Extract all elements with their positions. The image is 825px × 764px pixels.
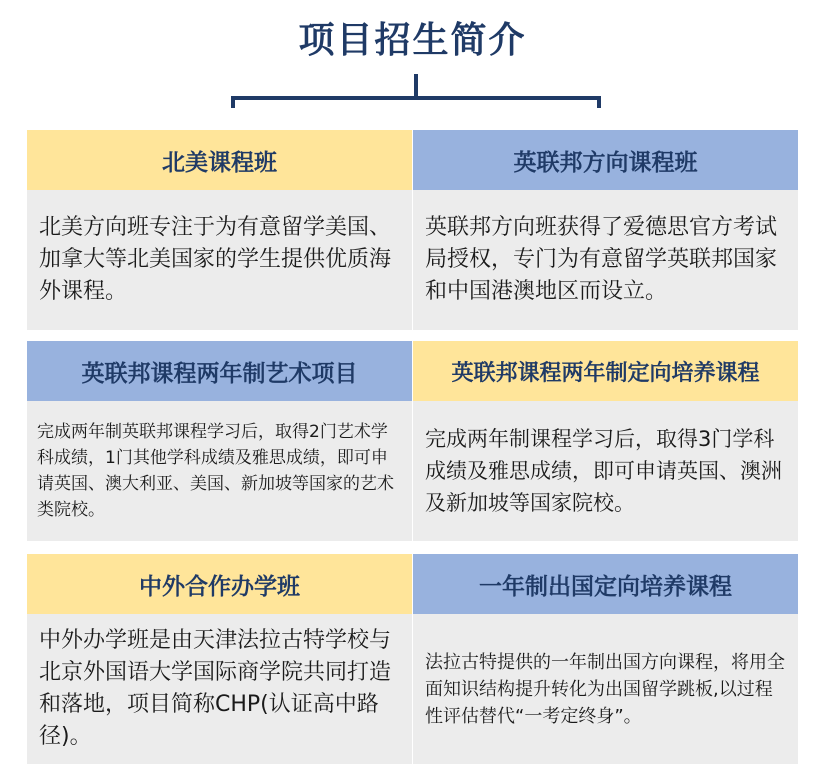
card-body — [27, 401, 412, 541]
card-heading: 英联邦课程两年制定向培养课程 — [413, 341, 798, 401]
card-heading: 英联邦方向课程班 — [413, 130, 798, 190]
card-body-text: 完成两年制英联邦课程学习后，取得2门艺术学科成绩，1门其他学科成绩及雅思成绩，即可申请英国、澳大利亚、美国、新加坡等国家的艺术类院校。 — [37, 422, 394, 520]
card-body-text: 中外办学班是由天津法拉古特学校与北京外国语大学国际商学院共同打造和落地，项目简称CHP(认证高中路径)。 — [39, 628, 392, 749]
card-body-text: 英联邦方向班获得了爱德思官方考试局授权，专门为有意留学英联邦国家和中国港澳地区而设立。 — [425, 215, 778, 304]
card-heading: 英联邦课程两年制艺术项目 — [27, 341, 412, 401]
card-body — [27, 614, 412, 764]
page-title: 项目招生简介 — [298, 20, 527, 61]
card-body-text: 完成两年制课程学习后，取得3门学科成绩及雅思成绩，即可申请英国、澳洲及新加坡等国家院校。 — [425, 427, 782, 515]
card-body-text: 法拉古特提供的一年制出国方向课程，将用全面知识结构提升转化为出国留学跳板,以过程性评估替代“一考定终身”。 — [425, 651, 785, 727]
card-body — [413, 614, 798, 764]
card-body — [413, 190, 798, 330]
card-heading: 北美课程班 — [27, 130, 412, 190]
card-heading: 一年制出国定向培养课程 — [413, 554, 798, 614]
bracket-connector — [231, 60, 601, 110]
card-heading: 中外合作办学班 — [27, 554, 412, 614]
card-body-text: 北美方向班专注于为有意留学美国、加拿大等北美国家的学生提供优质海外课程。 — [39, 215, 392, 304]
card-body — [413, 401, 798, 541]
card-body — [27, 190, 412, 330]
